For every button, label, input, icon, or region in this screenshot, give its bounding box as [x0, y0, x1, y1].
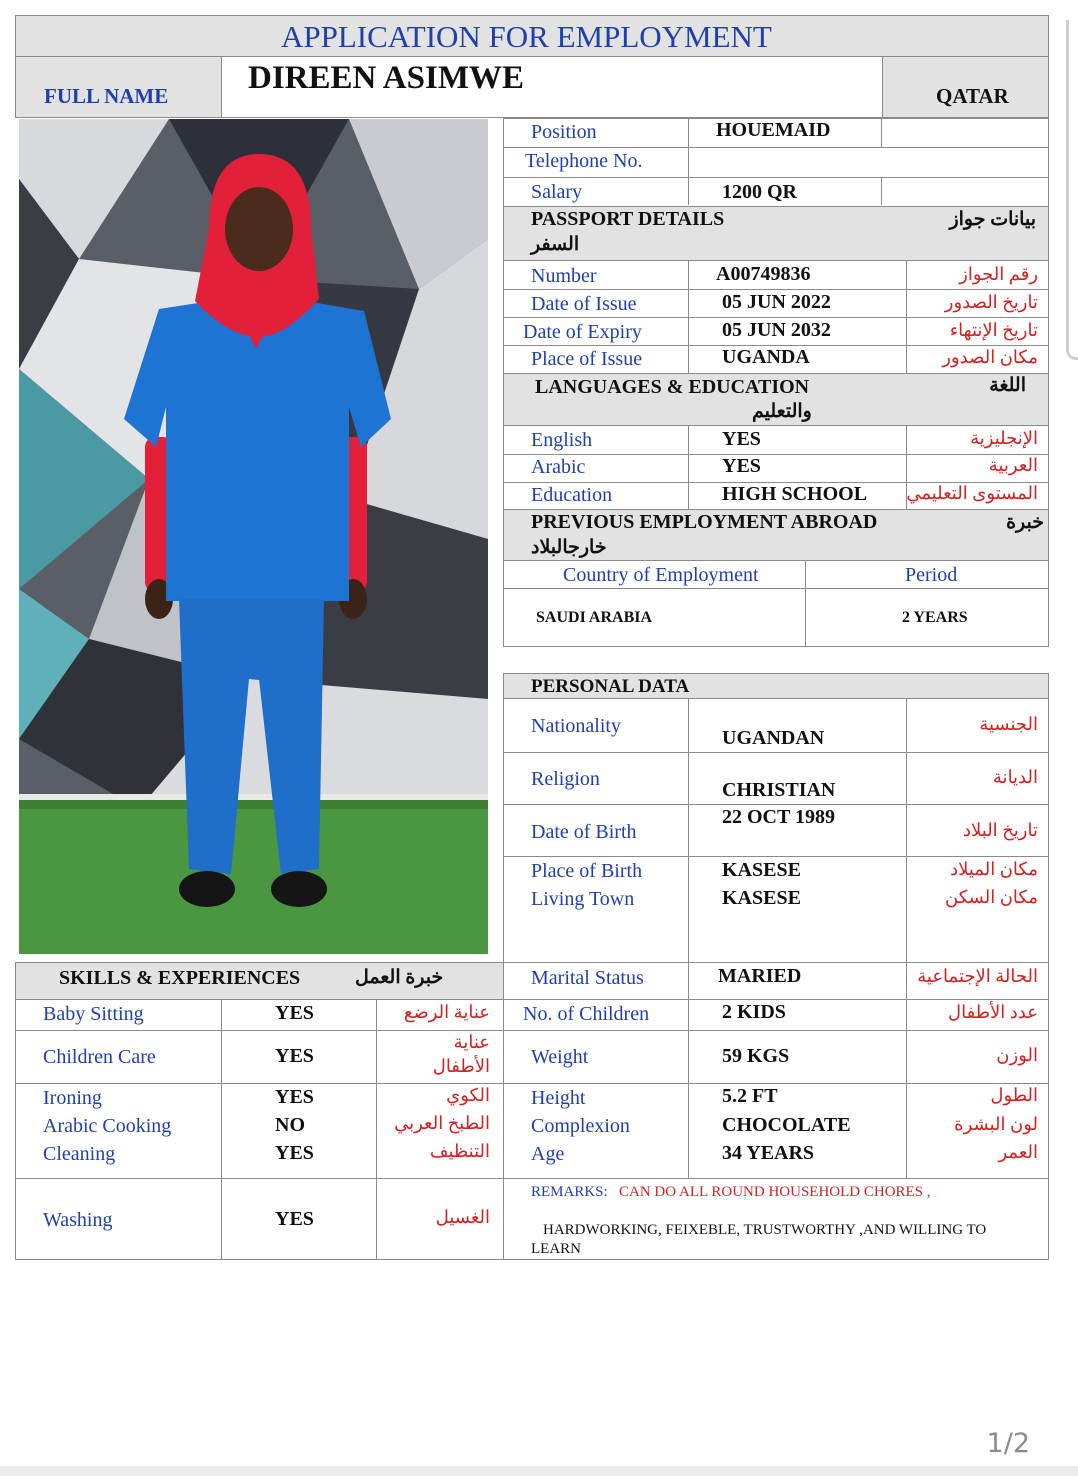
passport-number-value: A00749836 [716, 263, 811, 285]
children-care-label: Children Care [43, 1046, 156, 1068]
complexion-value: CHOCOLATE [722, 1114, 851, 1136]
weight-ar: الوزن [996, 1045, 1038, 1065]
skills-heading: SKILLS & EXPERIENCES [59, 967, 301, 989]
place-of-birth-ar: مكان الميلاد [950, 859, 1038, 879]
salary-value: 1200 QR [722, 181, 797, 203]
passport-heading-ar-2: السفر [531, 234, 580, 255]
bottom-bar [0, 1466, 1078, 1476]
passport-heading: PASSPORT DETAILS [531, 208, 725, 230]
place-of-birth-label: Place of Birth [531, 860, 643, 882]
place-of-issue-value: UGANDA [722, 346, 810, 368]
washing-ar: الغسيل [435, 1207, 490, 1227]
nationality-ar: الجنسية [979, 714, 1038, 734]
remarks-line-3: LEARN [531, 1241, 581, 1257]
date-of-birth-value: 22 OCT 1989 [722, 806, 835, 828]
cleaning-value: YES [275, 1142, 314, 1164]
english-ar: الإنجليزية [970, 428, 1038, 448]
arabic-cooking-value: NO [275, 1114, 305, 1136]
washing-value: YES [275, 1208, 314, 1230]
date-of-issue-ar: تاريخ الصدور [944, 292, 1038, 312]
place-of-issue-label: Place of Issue [531, 348, 643, 370]
weight-label: Weight [531, 1046, 589, 1068]
height-ar: الطول [990, 1085, 1038, 1105]
salary-label: Salary [531, 181, 583, 203]
arabic-value: YES [722, 455, 761, 477]
applicant-photo [19, 119, 488, 954]
cleaning-label: Cleaning [43, 1143, 116, 1165]
children-count-value: 2 KIDS [722, 1001, 786, 1023]
place-of-birth-value: KASESE [722, 859, 801, 881]
arabic-cooking-label: Arabic Cooking [43, 1115, 172, 1137]
page-indicator: 1/2 [986, 1428, 1030, 1459]
date-of-expiry-ar: تاريخ الإنتهاء [949, 320, 1038, 340]
languages-heading-ar-2: والتعليم [752, 401, 812, 422]
date-of-birth-ar: تاريخ البلاد [963, 820, 1038, 840]
baby-sitting-value: YES [275, 1002, 314, 1024]
place-of-issue-ar: مكان الصدور [942, 347, 1038, 367]
arabic-ar: العربية [988, 455, 1038, 475]
age-value: 34 YEARS [722, 1142, 815, 1164]
washing-label: Washing [43, 1209, 113, 1231]
employment-heading-ar-2: خارجالبلاد [531, 537, 607, 558]
arabic-cooking-ar: الطبخ العربي [394, 1113, 490, 1133]
remarks-line-1: CAN DO ALL ROUND HOUSEHOLD CHORES , [619, 1184, 931, 1200]
full-name-value: DIREEN ASIMWE [248, 60, 524, 96]
height-value: 5.2 FT [722, 1085, 778, 1107]
employment-country-value: SAUDI ARABIA [536, 609, 653, 626]
religion-ar: الديانة [992, 767, 1038, 787]
date-of-issue-value: 05 JUN 2022 [722, 291, 831, 313]
english-value: YES [722, 428, 761, 450]
telephone-label: Telephone No. [525, 150, 643, 172]
arabic-label: Arabic [531, 456, 586, 478]
complexion-ar: لون البشرة [954, 1114, 1038, 1134]
remarks-line-2: HARDWORKING, FEIXEBLE, TRUSTWORTHY ,AND WILLING TO [543, 1222, 987, 1238]
marital-status-ar: الحالة الإجتماعية [917, 966, 1038, 986]
destination-country: QATAR [936, 84, 1009, 108]
ironing-value: YES [275, 1086, 314, 1108]
photo-illustration [19, 119, 488, 954]
ironing-ar: الكوي [446, 1085, 490, 1105]
full-name-label: FULL NAME [44, 84, 169, 108]
marital-status-label: Marital Status [531, 967, 644, 989]
english-label: English [531, 429, 593, 451]
position-label: Position [531, 121, 597, 143]
education-value: HIGH SCHOOL [722, 483, 868, 505]
nationality-label: Nationality [531, 715, 621, 737]
religion-value: CHRISTIAN [722, 779, 836, 801]
form-title: APPLICATION FOR EMPLOYMENT [281, 19, 772, 54]
passport-number-ar: رقم الجواز [959, 264, 1038, 284]
ironing-label: Ironing [43, 1087, 102, 1109]
nationality-value: UGANDAN [722, 727, 825, 749]
living-town-label: Living Town [531, 888, 635, 910]
scrollbar[interactable] [1066, 20, 1078, 360]
date-of-expiry-value: 05 JUN 2032 [722, 319, 831, 341]
date-of-expiry-label: Date of Expiry [523, 321, 642, 343]
employment-period-value: 2 YEARS [902, 609, 968, 626]
children-count-ar: عدد الأطفال [948, 1002, 1038, 1022]
weight-value: 59 KGS [722, 1045, 790, 1067]
languages-heading: LANGUAGES & EDUCATION [535, 376, 810, 398]
children-care-ar: عناية [453, 1032, 490, 1052]
children-count-label: No. of Children [523, 1003, 650, 1025]
languages-heading-ar: اللغة [989, 375, 1026, 396]
passport-heading-ar: بيانات جواز [949, 209, 1036, 230]
baby-sitting-label: Baby Sitting [43, 1003, 144, 1025]
children-care-ar-2: الأطفال [432, 1056, 490, 1076]
age-ar: العمر [998, 1142, 1038, 1162]
employment-heading-ar: خبرة [1006, 512, 1044, 533]
skills-heading-ar: خبرة العمل [355, 967, 444, 988]
position-value: HOUEMAID [716, 119, 831, 141]
employment-heading: PREVIOUS EMPLOYMENT ABROAD [531, 511, 878, 533]
cleaning-ar: التنظيف [429, 1141, 490, 1161]
country-of-employment-label: Country of Employment [563, 564, 759, 586]
baby-sitting-ar: عناية الرضع [403, 1002, 490, 1022]
period-label: Period [905, 564, 958, 586]
religion-label: Religion [531, 768, 600, 790]
passport-number-label: Number [531, 265, 597, 287]
remarks-label: REMARKS: [531, 1184, 608, 1200]
education-label: Education [531, 484, 613, 506]
living-town-ar: مكان السكن [945, 887, 1038, 907]
age-label: Age [531, 1143, 565, 1165]
personal-heading: PERSONAL DATA [531, 676, 690, 697]
date-of-issue-label: Date of Issue [531, 293, 637, 315]
education-ar: المستوى التعليمي [906, 483, 1038, 503]
complexion-label: Complexion [531, 1115, 630, 1137]
children-care-value: YES [275, 1045, 314, 1067]
date-of-birth-label: Date of Birth [531, 821, 637, 843]
height-label: Height [531, 1087, 586, 1109]
marital-status-value: MARIED [718, 965, 802, 987]
living-town-value: KASESE [722, 887, 801, 909]
